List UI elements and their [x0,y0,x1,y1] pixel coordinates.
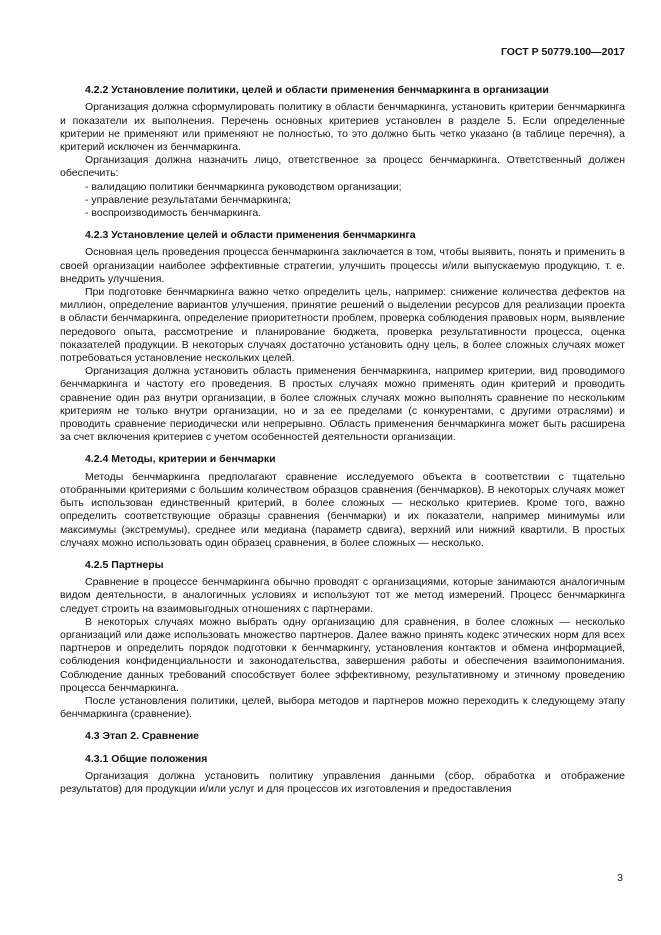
paragraph: В некоторых случаях можно выбрать одну организацию для сравнения, в более сложных — несколько организаций или даже использовать множество партнеров. Далее важно принять кодекс этических норм для всех партнеров и определить порядок подготовки к бенчмаркингу, установления контактов и обмена информацией, соблюдения конфиденциальности и законодательства, завершения работы и обеспечения взаимопонимания. Соблюдение данных требований способствует более эффективному, результативному и этичному проведению процесса бенчмаркинга. [60,615,625,694]
section-heading: 4.2.3 Установление целей и области применения бенчмаркинга [85,229,416,242]
paragraph: Организация должна установить область применения бенчмаркинга, например критерии, вид проводимого бенчмаркинга и частоту его проведения. В простых случаях можно применять один критерий и проводить сравнение один раз внутри организации, в более сложных случаях можно выполнять сравнение по нескольким критериям не только внутри организации, но и за ее пределами (с конкурентами, с другими отраслями) и проводить сравнение периодически или непрерывно. Область применения бенчмаркинга может быть расширена за счет включения критериев с учетом особенностей деятельности организации. [60,365,625,444]
list-item: - воспроизводимость бенчмаркинга. [85,207,262,220]
section-heading: 4.2.2 Установление политики, целей и области применения бенчмаркинга в организации [85,84,549,97]
doc-number: ГОСТ Р 50779.100—2017 [500,46,625,58]
paragraph: После установления политики, целей, выбора методов и партнеров можно переходить к следующему этапу бенчмаркинга (сравнение). [60,694,625,721]
section-heading: 4.3 Этап 2. Сравнение [85,730,200,743]
list-item: - валидацию политики бенчмаркинга руководством организации; [85,180,402,193]
paragraph: Организация должна установить политику управления данными (сбор, обработка и отображение результатов) для продукции и/или услуг и для процессов их изготовления и предоставления [60,769,625,795]
document-body [60,84,625,796]
section-heading: 4.3.1 Общие положения [85,752,208,765]
paragraph: При подготовке бенчмаркинга важно четко определить цель, например: снижение количества дефектов на миллион, определение вариантов улучшения, принятие решений о выделении ресурсов для реализации проекта в области бенчмаркинга, определение приоритетности проблем, проверка соблюдения правовых норм, выявление передового опыта, рассмотрение и планирование бюджета, проверка результативности процесса, оценка показателей продукции. В некоторых случаях достаточно установить одну цель, в более сложных случаях может потребоваться установление нескольких целей. [60,286,625,365]
list-item: - управление результатами бенчмаркинга; [85,193,292,206]
paragraph: Сравнение в процессе бенчмаркинга обычно проводят с организациями, которые занимаются аналогичным видом деятельности, в аналогичных условиях и используют тот же метод измерений. Процесс бенчмаркинга следует строить на взаимовыгодных отношениях с партнерами. [60,576,625,615]
section-heading: 4.2.5 Партнеры [85,558,164,571]
paragraph: Организация должна назначить лицо, ответственное за процесс бенчмаркинга. Ответственный должен обеспечить: [60,154,625,180]
section-heading: 4.2.4 Методы, критерии и бенчмарки [85,453,276,466]
page-number: 3 [617,871,623,884]
paragraph: Методы бенчмаркинга предполагают сравнение исследуемого объекта в соответствии с тщательно отобранными критериями с большим количеством образцов сравнения (бенчмарков). В некоторых случаях может быть использован единственный критерий, в более сложных — несколько критериев. Кроме того, важно определить соответствующие образцы сравнения (бенчмарки) и их показатели, например минимумы или максимумы (экстремумы), среднее или медиана (параметр сдвига), верхний или нижний квартили. В простых случаях можно использовать один образец сравнения, в более сложных — несколько. [60,470,625,549]
paragraph: Организация должна сформулировать политику в области бенчмаркинга, установить критерии бенчмаркинга и показатели их выполнения. Перечень основных критериев установлен в разделе 5. Если определенные критерии не применяют или применяют не полностью, то это должно быть четко указано (в таблице перечня), а критерий исключен из бенчмаркинга. [60,101,625,154]
document-footer [617,872,623,885]
paragraph: Основная цель проведения процесса бенчмаркинга заключается в том, чтобы выявить, понять и применить в своей организации наиболее эффективные стратегии, улучшить процессы и/или выпускаемую продукцию, т. е. внедрить улучшения. [60,246,625,285]
document-header [60,46,625,59]
